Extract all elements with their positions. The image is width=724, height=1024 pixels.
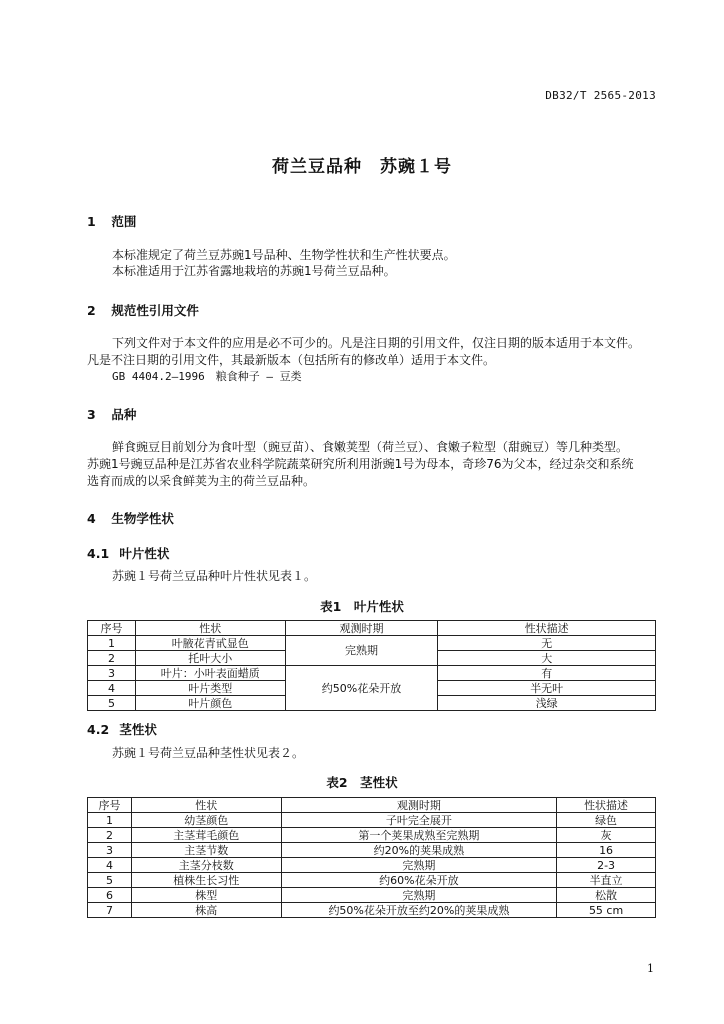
cell-no: 1 <box>88 813 132 828</box>
table-2-caption: 表2 茎性状 <box>326 775 398 790</box>
cell-desc: 16 <box>557 843 656 858</box>
cell-trait: 叶腋花青甙显色 <box>135 636 285 651</box>
leaf-traits-table <box>87 620 656 711</box>
cell-period: 约50%花朵开放 <box>285 666 438 711</box>
section-title: 叶片性状 <box>119 546 170 561</box>
paragraph: 选育而成的以采食鲜荚为主的荷兰豆品种。 <box>87 474 316 488</box>
table-header-row <box>88 621 656 636</box>
cell-no: 3 <box>88 666 136 681</box>
cell-desc: 灰 <box>557 828 656 843</box>
cell-desc: 半无叶 <box>438 681 656 696</box>
cell-period: 完熟期 <box>281 888 557 903</box>
cell-trait: 叶片：小叶表面蜡质 <box>135 666 285 681</box>
table-row <box>88 843 656 858</box>
section-title: 品种 <box>111 407 137 422</box>
cell-trait: 叶片类型 <box>135 681 285 696</box>
cell-no: 7 <box>88 903 132 918</box>
cell-no: 6 <box>88 888 132 903</box>
table-row <box>88 828 656 843</box>
cell-no: 2 <box>88 828 132 843</box>
cell-desc: 浅绿 <box>438 696 656 711</box>
cell-period: 约50%花朵开放至约20%的荚果成熟 <box>281 903 557 918</box>
paragraph: 本标准适用于江苏省露地栽培的苏豌1号荷兰豆品种。 <box>112 264 396 278</box>
cell-no: 1 <box>88 636 136 651</box>
cell-trait: 主茎茸毛颜色 <box>131 828 281 843</box>
cell-desc: 绿色 <box>557 813 656 828</box>
paragraph: 苏豌１号荷兰豆品种茎性状见表２。 <box>112 746 305 760</box>
section-number: 4.2 <box>87 722 110 737</box>
subsection-4-1-heading <box>87 544 169 562</box>
paragraph: 本标准规定了荷兰豆苏豌1号品种、生物学性状和生产性状要点。 <box>112 248 456 262</box>
table-row <box>88 873 656 888</box>
cell-no: 4 <box>88 681 136 696</box>
cell-desc: 松散 <box>557 888 656 903</box>
section-number: 3 <box>87 407 96 422</box>
cell-desc: 无 <box>438 636 656 651</box>
paragraph: 下列文件对于本文件的应用是必不可少的。凡是注日期的引用文件，仅注日期的版本适用于本文件。 <box>112 336 641 350</box>
header-cell: 性状 <box>131 798 281 813</box>
cell-trait: 主茎分枝数 <box>131 858 281 873</box>
reference-item: GB 4404.2—1996 粮食种子 — 豆类 <box>112 370 302 383</box>
section-4-heading <box>87 509 174 527</box>
header-cell: 性状描述 <box>557 798 656 813</box>
header-cell: 序号 <box>88 621 136 636</box>
cell-period: 完熟期 <box>281 858 557 873</box>
table-row <box>88 636 656 651</box>
section-title: 规范性引用文件 <box>111 303 199 318</box>
cell-trait: 幼茎颜色 <box>131 813 281 828</box>
section-title: 范围 <box>111 214 137 229</box>
cell-period: 约20%的荚果成熟 <box>281 843 557 858</box>
paragraph: 鲜食豌豆目前划分为食叶型（豌豆苗）、食嫩荚型（荷兰豆）、食嫩子粒型（甜豌豆）等几种类型。 <box>112 440 629 454</box>
cell-desc: 半直立 <box>557 873 656 888</box>
section-2-heading <box>87 301 199 319</box>
header-cell: 观测时期 <box>285 621 438 636</box>
table-row <box>88 666 656 681</box>
cell-trait: 叶片颜色 <box>135 696 285 711</box>
cell-period: 约60%花朵开放 <box>281 873 557 888</box>
section-number: 1 <box>87 214 96 229</box>
cell-desc: 大 <box>438 651 656 666</box>
header-cell: 性状描述 <box>438 621 656 636</box>
header-cell: 观测时期 <box>281 798 557 813</box>
cell-period: 第一个荚果成熟至完熟期 <box>281 828 557 843</box>
section-3-heading <box>87 405 136 423</box>
cell-no: 2 <box>88 651 136 666</box>
section-1-heading <box>87 212 136 230</box>
section-number: 4.1 <box>87 546 110 561</box>
cell-desc: 有 <box>438 666 656 681</box>
paragraph: 苏豌1号豌豆品种是江苏省农业科学院蔬菜研究所利用浙豌1号为母本，奇珍76为父本，经过杂交和系统 <box>87 457 634 471</box>
section-number: 2 <box>87 303 96 318</box>
section-title: 生物学性状 <box>111 511 174 526</box>
table-row <box>88 903 656 918</box>
section-number: 4 <box>87 511 96 526</box>
cell-trait: 株高 <box>131 903 281 918</box>
cell-no: 3 <box>88 843 132 858</box>
table-row <box>88 888 656 903</box>
document-id: DB32/T 2565-2013 <box>545 89 656 102</box>
cell-trait: 株型 <box>131 888 281 903</box>
header-cell: 序号 <box>88 798 132 813</box>
table-row <box>88 858 656 873</box>
paragraph: 凡是不注日期的引用文件，其最新版本（包括所有的修改单）适用于本文件。 <box>87 353 496 367</box>
page-title: 荷兰豆品种 苏豌１号 <box>272 157 452 177</box>
cell-trait: 托叶大小 <box>135 651 285 666</box>
cell-trait: 植株生长习性 <box>131 873 281 888</box>
table-row <box>88 813 656 828</box>
page-number: 1 <box>647 962 654 975</box>
cell-period: 完熟期 <box>285 636 438 666</box>
table-header-row <box>88 798 656 813</box>
header-cell: 性状 <box>135 621 285 636</box>
section-title: 茎性状 <box>119 722 157 737</box>
paragraph: 苏豌１号荷兰豆品种叶片性状见表１。 <box>112 569 317 583</box>
table-1-caption: 表1 叶片性状 <box>320 599 404 614</box>
cell-no: 5 <box>88 696 136 711</box>
stem-traits-table <box>87 797 656 918</box>
cell-desc: 2-3 <box>557 858 656 873</box>
cell-no: 5 <box>88 873 132 888</box>
cell-trait: 主茎节数 <box>131 843 281 858</box>
cell-desc: 55 cm <box>557 903 656 918</box>
cell-no: 4 <box>88 858 132 873</box>
cell-period: 子叶完全展开 <box>281 813 557 828</box>
subsection-4-2-heading <box>87 720 157 738</box>
